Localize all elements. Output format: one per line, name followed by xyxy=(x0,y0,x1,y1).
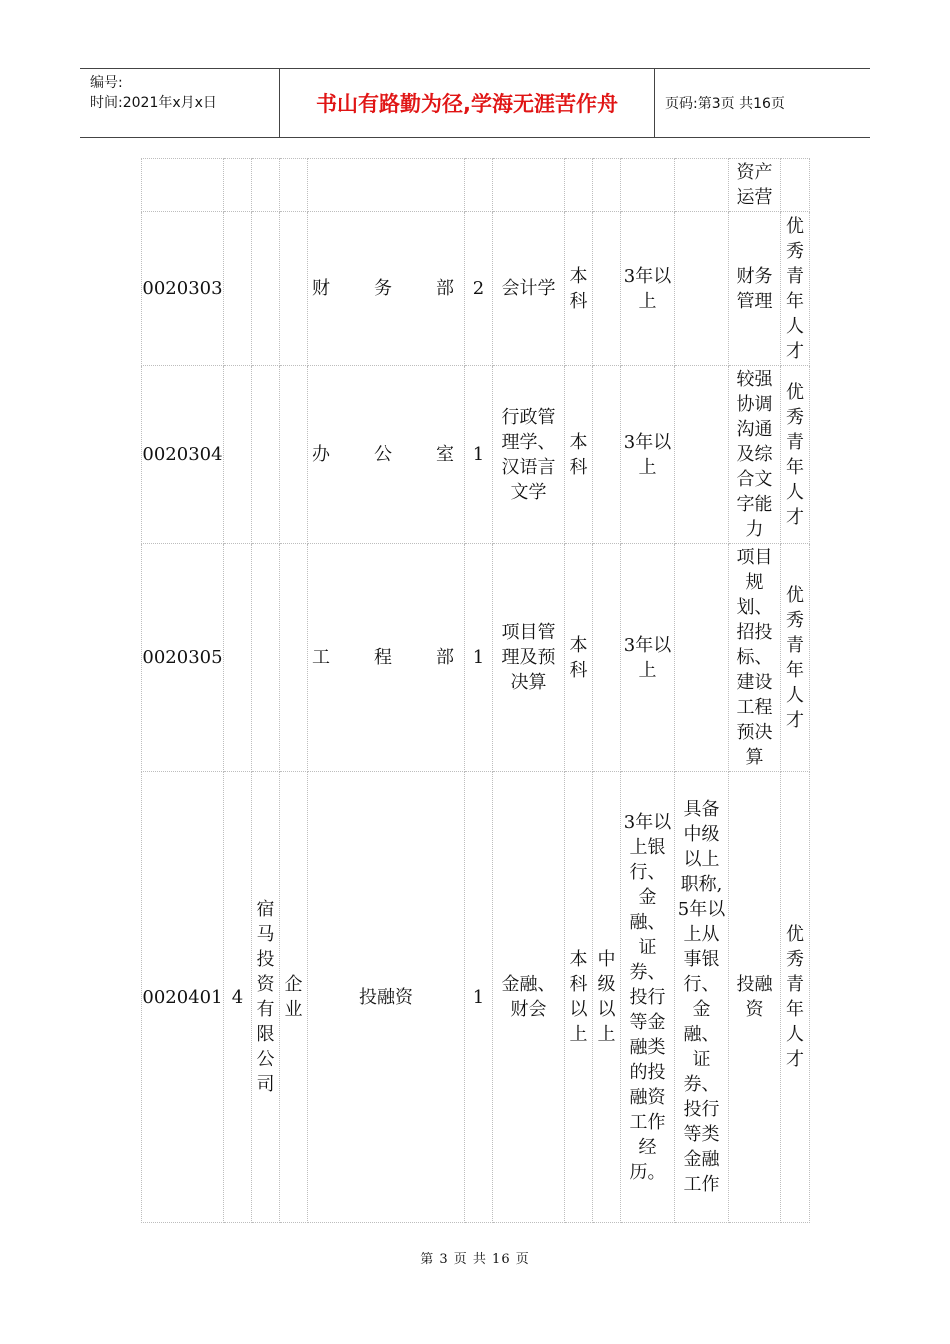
major: 行政管理学、汉语言文学 xyxy=(493,366,565,544)
company-name xyxy=(252,544,280,772)
unit-type xyxy=(280,544,308,772)
company-name xyxy=(252,159,280,212)
unit-type xyxy=(280,212,308,366)
headcount: 1 xyxy=(465,772,493,1223)
education: 本科以上 xyxy=(565,772,593,1223)
title-requirement xyxy=(593,366,621,544)
page-header xyxy=(80,68,870,138)
title-requirement: 中级以上 xyxy=(593,772,621,1223)
table-row xyxy=(142,544,810,772)
table-row xyxy=(142,159,810,212)
position-code: 0020401 xyxy=(142,772,224,1223)
requirement xyxy=(675,159,729,212)
table-row xyxy=(142,772,810,1223)
job-direction: 投融资 xyxy=(729,772,781,1223)
header-meta xyxy=(80,69,280,137)
document-time-label: 时间:2021年x月x日 xyxy=(90,95,217,111)
company-name: 宿马投资有限公司 xyxy=(252,772,280,1223)
title-requirement xyxy=(593,544,621,772)
job-direction: 资产运营 xyxy=(729,159,781,212)
position-code: 0020305 xyxy=(142,544,224,772)
title-requirement xyxy=(593,159,621,212)
major: 项目管理及预决算 xyxy=(493,544,565,772)
title-requirement xyxy=(593,212,621,366)
requirement xyxy=(675,212,729,366)
row-index xyxy=(224,366,252,544)
experience: 3年以上 xyxy=(621,544,675,772)
department: 投融资 xyxy=(308,772,465,1223)
job-listing-table xyxy=(141,158,810,1223)
unit-type xyxy=(280,159,308,212)
department-char: 务 xyxy=(374,278,392,299)
position-code: 0020303 xyxy=(142,212,224,366)
table-row xyxy=(142,212,810,366)
department xyxy=(308,212,465,366)
row-index xyxy=(224,544,252,772)
header-page-label: 页码:第3页 共16页 xyxy=(665,96,785,112)
experience xyxy=(621,159,675,212)
page-footer: 第 3 页 共 16 页 xyxy=(420,1252,530,1267)
note: 优秀青年人才 xyxy=(781,544,810,772)
headcount: 1 xyxy=(465,366,493,544)
document-number-label: 编号: xyxy=(90,75,123,91)
note xyxy=(781,159,810,212)
headcount xyxy=(465,159,493,212)
unit-type xyxy=(280,366,308,544)
education: 本科 xyxy=(565,544,593,772)
job-direction: 较强协调沟通及综合文字能力 xyxy=(729,366,781,544)
row-index: 4 xyxy=(224,772,252,1223)
department-char: 程 xyxy=(374,647,392,668)
major: 会计学 xyxy=(493,212,565,366)
major xyxy=(493,159,565,212)
note: 优秀青年人才 xyxy=(781,366,810,544)
unit-type: 企业 xyxy=(280,772,308,1223)
department-char: 部 xyxy=(436,278,454,299)
table-row xyxy=(142,366,810,544)
requirement xyxy=(675,544,729,772)
department-char: 部 xyxy=(436,647,454,668)
job-direction: 项目规划、招投标、建设工程预决算 xyxy=(729,544,781,772)
experience: 3年以上 xyxy=(621,212,675,366)
education: 本科 xyxy=(565,366,593,544)
headcount: 2 xyxy=(465,212,493,366)
row-index xyxy=(224,212,252,366)
company-name xyxy=(252,212,280,366)
department-char: 办 xyxy=(312,444,330,465)
experience: 3年以上银行、金融、证券、投行等金融类的投融资工作经历。 xyxy=(621,772,675,1223)
note: 优秀青年人才 xyxy=(781,212,810,366)
header-motto: 书山有路勤为径,学海无涯苦作舟 xyxy=(280,69,655,137)
headcount: 1 xyxy=(465,544,493,772)
position-code xyxy=(142,159,224,212)
requirement xyxy=(675,366,729,544)
education: 本科 xyxy=(565,212,593,366)
department xyxy=(308,544,465,772)
department-char: 财 xyxy=(312,278,330,299)
experience: 3年以上 xyxy=(621,366,675,544)
department xyxy=(308,159,465,212)
education xyxy=(565,159,593,212)
note: 优秀青年人才 xyxy=(781,772,810,1223)
position-code: 0020304 xyxy=(142,366,224,544)
requirement: 具备中级以上职称,5年以上从事银行、金融、证券、投行等类金融工作 xyxy=(675,772,729,1223)
company-name xyxy=(252,366,280,544)
major: 金融、财会 xyxy=(493,772,565,1223)
department-char: 工 xyxy=(312,647,330,668)
department-char: 室 xyxy=(436,444,454,465)
department-char: 公 xyxy=(374,444,392,465)
department xyxy=(308,366,465,544)
row-index xyxy=(224,159,252,212)
job-direction: 财务管理 xyxy=(729,212,781,366)
